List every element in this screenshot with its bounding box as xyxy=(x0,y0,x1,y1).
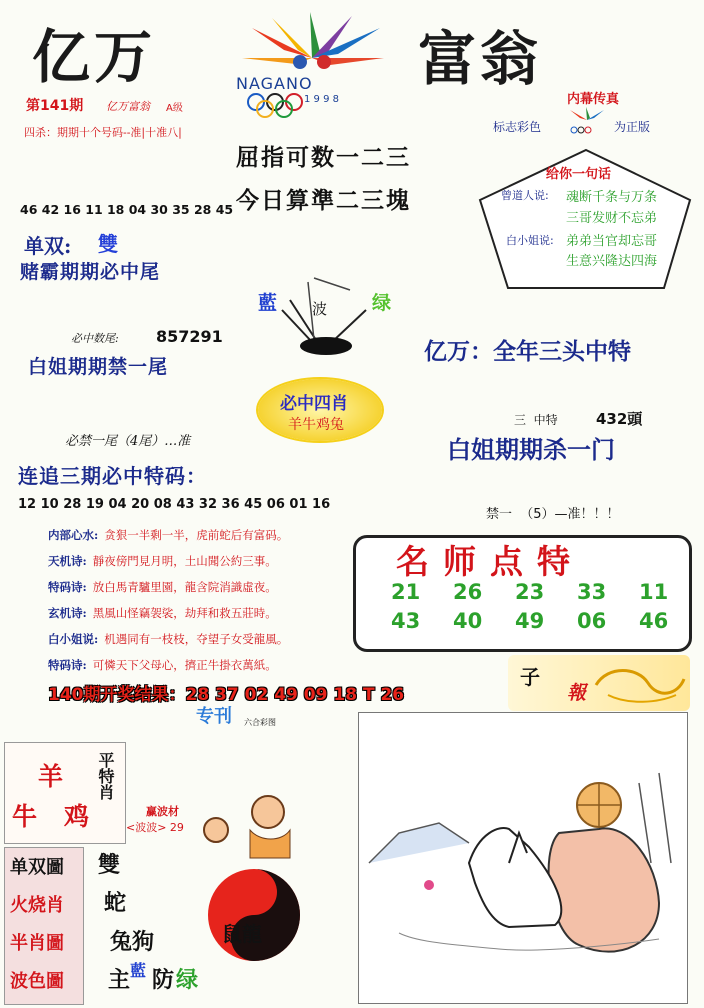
master-number: 40 xyxy=(453,609,483,633)
ten-numbers: 46 42 16 11 18 04 30 35 28 45 xyxy=(20,202,234,217)
logo-year: 1 9 9 8 xyxy=(304,94,339,105)
issue-level: A级 xyxy=(166,103,183,114)
poem-label: 特码诗: xyxy=(48,580,87,594)
zodiac-zi: 子 xyxy=(520,665,540,689)
poem-text: 机遇同有一枝枝，夺望子女受龍風。 xyxy=(104,632,289,646)
grid-shu-long: 鼠龍 xyxy=(222,922,262,946)
three-head-value: 432頭 xyxy=(596,410,643,428)
poem-label: 特码诗: xyxy=(48,658,87,672)
journal-sub: 六合彩图 xyxy=(244,718,276,727)
master-title: 名师点特 xyxy=(396,542,584,581)
journal-title: 专刊 xyxy=(196,706,232,727)
poem-row xyxy=(48,579,277,595)
vertical-text: 平特肖 xyxy=(96,752,115,800)
grid-g1: 单双圖 xyxy=(10,857,64,878)
grid-g3: 半肖圖 xyxy=(10,933,64,954)
phrase-title: 给你一句话 xyxy=(546,167,612,182)
four-zodiac-title: 必中四肖 xyxy=(280,394,348,414)
master-number: 49 xyxy=(515,609,545,633)
grid-lv: 绿 xyxy=(176,967,199,993)
zodiac-niu: 牛 xyxy=(12,802,38,831)
phrase-l1a: 魂断千条与万条 xyxy=(566,190,658,205)
chase-title: 连追三期必中特码： xyxy=(18,464,207,488)
poem-row xyxy=(48,527,288,543)
odd-even-label: 单双: xyxy=(24,234,72,258)
must-tail-value: 857291 xyxy=(156,327,223,346)
poem-row xyxy=(48,631,288,647)
phrase-l1b: 三哥发财不忘弟 xyxy=(566,211,658,226)
grid-lan: 藍 xyxy=(130,961,147,980)
grid-fang: 防 xyxy=(152,967,175,993)
result-line: 140期开奖结果：28 37 02 49 09 18 T 26 xyxy=(48,685,405,705)
grid-tu-gou: 兔狗 xyxy=(110,929,155,955)
phrase-l2b: 生意兴隆达四海 xyxy=(566,254,658,269)
yiwan-slogan: 亿万：全年三头中特 xyxy=(424,339,631,365)
poem-text: 放白馬青驢里園，龍含院消識虛夜。 xyxy=(92,580,277,594)
poem-label: 玄机诗: xyxy=(48,606,87,620)
color-green: 绿 xyxy=(372,292,392,314)
fax-title: 内幕传真 xyxy=(567,92,620,107)
poem-label: 内部心水: xyxy=(48,528,99,542)
must-tail-label: 必中数尾: xyxy=(71,332,119,345)
master-number: 21 xyxy=(391,580,421,604)
nagano-logo xyxy=(212,10,412,120)
riddle-line-2: 今日算準二三塊 xyxy=(236,187,411,214)
poem-row xyxy=(48,657,277,673)
grid-g2: 火烧肖 xyxy=(10,895,64,916)
ban-one-tail: 必禁一尾（4尾）…准 xyxy=(65,434,191,449)
odd-even-value: 雙 xyxy=(98,232,118,256)
poem-label: 白小姐说: xyxy=(48,632,99,646)
yin-yang-icon xyxy=(204,860,304,974)
bai-ban-tail: 白姐期期禁一尾 xyxy=(28,356,169,378)
phrase-l1-label: 曾道人说: xyxy=(501,189,549,202)
basketball-icon xyxy=(577,783,621,827)
poem-text: 靜夜傍門見月明，土山聞公約三事。 xyxy=(92,554,277,568)
mini-logo-icon xyxy=(562,106,612,140)
cartoon-figures xyxy=(190,790,300,864)
poem-label: 天机诗: xyxy=(48,554,87,568)
cartoon-frame xyxy=(358,712,688,1004)
gamble-slogan: 赌霸期期必中尾 xyxy=(20,261,161,283)
issue-sub: 四杀：期期十个号码--准|十准八| xyxy=(24,126,182,139)
color-wave: 波 xyxy=(312,300,328,318)
poem-row xyxy=(48,605,277,621)
poem-text: 贪狠一半剩一半，虎前蛇后有富码。 xyxy=(104,528,289,542)
riddle-line-1: 屈指可数一二三 xyxy=(236,144,411,171)
grid-zhu: 主 xyxy=(108,967,131,993)
three-head-label: 三 中特 xyxy=(514,413,558,427)
logo-text: NAGANO xyxy=(236,74,313,93)
master-number: 46 xyxy=(639,609,669,633)
winner-banner: 赢波材 xyxy=(146,805,179,818)
zodiac-yang: 羊 xyxy=(38,762,64,791)
master-number: 43 xyxy=(391,609,421,633)
four-zodiac-value: 羊牛鸡兔 xyxy=(288,417,344,433)
fax-right: 为正版 xyxy=(614,120,651,134)
title-left: 亿万 xyxy=(32,23,157,91)
master-number: 26 xyxy=(453,580,483,604)
grid-g4: 波色圖 xyxy=(10,971,64,992)
master-number: 33 xyxy=(577,580,607,604)
title-right: 富翁 xyxy=(418,25,543,93)
bai-ban-door: 白姐期期杀一门 xyxy=(447,436,615,464)
flower-emblem-icon xyxy=(242,12,384,69)
chase-numbers: 12 10 28 19 04 20 08 43 32 36 45 06 01 16 xyxy=(18,497,331,512)
zodiac-ji: 鸡 xyxy=(64,802,90,831)
color-blue: 藍 xyxy=(258,292,278,314)
master-number: 23 xyxy=(515,580,545,604)
master-number: 06 xyxy=(577,609,607,633)
master-number: 11 xyxy=(639,580,669,604)
fax-left: 标志彩色 xyxy=(493,120,542,134)
zodiac-bao: 報 xyxy=(567,682,587,704)
winner-sub: <波波> 29 xyxy=(126,821,184,834)
phrase-l2a: 弟弟当官却忘哥 xyxy=(566,234,658,249)
issue-label: 第141期 xyxy=(26,98,84,114)
grid-shuang: 雙 xyxy=(98,852,121,878)
grid-she: 蛇 xyxy=(104,890,127,916)
poem-row xyxy=(48,553,277,569)
issue-brand: 亿万富翁 xyxy=(106,100,150,113)
poem-text: 可憐天下父母心，擠正牛掛衣萬紙。 xyxy=(92,658,277,672)
poem-text: 黑風山怪竊袈裟，劫拜和救五莊時。 xyxy=(92,606,277,620)
phrase-l2-label: 白小姐说: xyxy=(506,234,554,247)
ban-one: 禁一 （5）—准！！！ xyxy=(486,507,620,522)
